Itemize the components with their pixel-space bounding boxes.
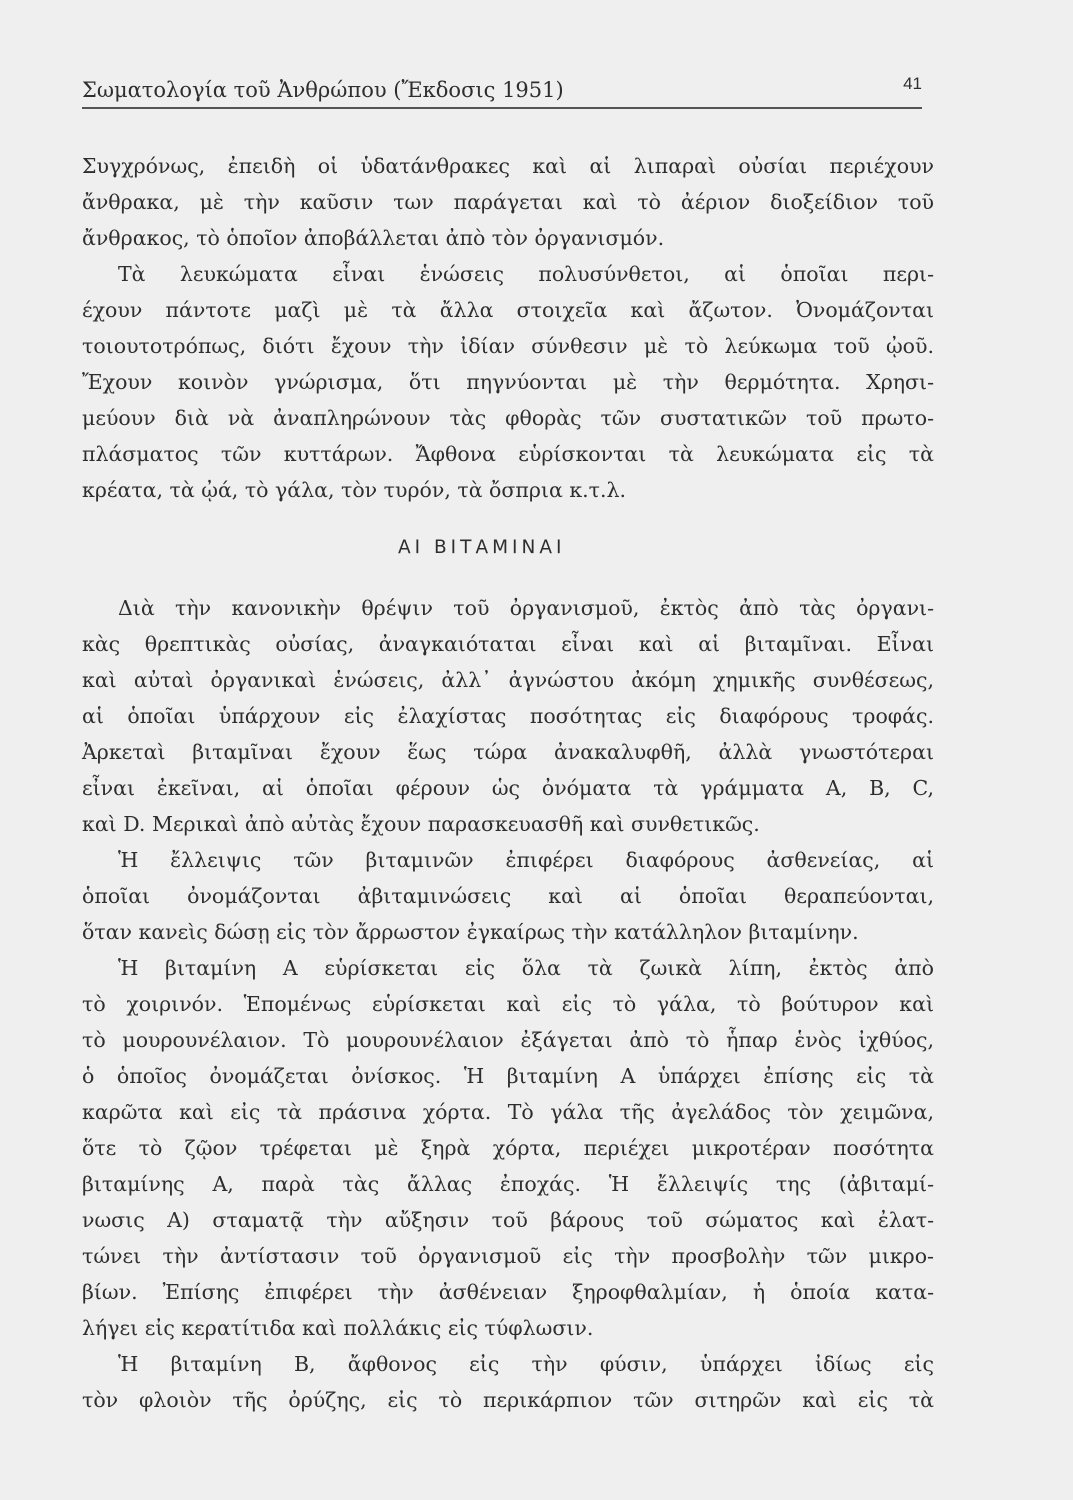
text-line: ὅτε τὸ ζῷον τρέφεται μὲ ξηρὰ χόρτα, περιέχει μικροτέραν ποσότητα — [82, 1136, 934, 1160]
header-rule — [82, 107, 922, 109]
text-line: τώνει τὴν ἀντίστασιν τοῦ ὀργανισμοῦ εἰς τὴν προσβολὴν τῶν μικρο- — [82, 1244, 934, 1268]
text-line: Ἡ βιταμίνη B, ἄφθονος εἰς τὴν φύσιν, ὑπάρχει ἰδίως εἰς — [118, 1352, 934, 1376]
text-line: βίων. Ἐπίσης ἐπιφέρει τὴν ἀσθένειαν ξηροφθαλμίαν, ἡ ὁποία κατα- — [82, 1280, 934, 1304]
text-line: καὶ D. Μερικαὶ ἀπὸ αὐτὰς ἔχουν παρασκευασθῆ καὶ συνθετικῶς. — [82, 812, 760, 836]
text-line: Τὰ λευκώματα εἶναι ἑνώσεις πολυσύνθετοι, αἱ ὁποῖαι περι- — [118, 262, 934, 286]
paragraph-combustion — [82, 148, 934, 256]
text-line: Ἔχουν κοινὸν γνώρισμα, ὅτι πηγνύονται μὲ τὴν θερμότητα. Χρησι- — [82, 370, 934, 394]
text-line: αἱ ὁποῖαι ὑπάρχουν εἰς ἐλαχίστας ποσότητας εἰς διαφόρους τροφάς. — [82, 704, 934, 728]
text-line: ὁ ὁποῖος ὀνομάζεται ὀνίσκος. Ἡ βιταμίνη A ὑπάρχει ἐπίσης εἰς τὰ — [82, 1064, 934, 1088]
text-line: Ἡ ἔλλειψις τῶν βιταμινῶν ἐπιφέρει διαφόρους ἀσθενείας, αἱ — [118, 848, 934, 872]
text-line: τὸν φλοιὸν τῆς ὀρύζης, εἰς τὸ περικάρπιον τῶν σιτηρῶν καὶ εἰς τὰ — [82, 1388, 934, 1412]
text-line: Ἡ βιταμίνη A εὑρίσκεται εἰς ὅλα τὰ ζωικὰ λίπη, ἐκτὸς ἀπὸ — [118, 956, 934, 980]
text-line: ὁποῖαι ὀνομάζονται ἀβιταμινώσεις καὶ αἱ ὁποῖαι θεραπεύονται, — [82, 884, 934, 908]
text-line: ἄνθρακα, μὲ τὴν καῦσιν των παράγεται καὶ τὸ ἀέριον διοξείδιον τοῦ — [82, 190, 934, 214]
text-line: τὸ μουρουνέλαιον. Τὸ μουρουνέλαιον ἐξάγεται ἀπὸ τὸ ἧπαρ ἑνὸς ἰχθύος, — [82, 1028, 934, 1052]
running-header — [82, 74, 922, 102]
paragraph-vitamins-intro — [82, 590, 934, 842]
paragraph-vitamin-b — [82, 1346, 934, 1418]
text-line: νωσις A) σταματᾷ τὴν αὔξησιν τοῦ βάρους τοῦ σώματος καὶ ἐλατ- — [82, 1208, 934, 1232]
text-line: κὰς θρεπτικὰς οὐσίας, ἀναγκαιόταται εἶναι καὶ αἱ βιταμῖναι. Εἶναι — [82, 632, 934, 656]
text-line: έχουν πάντοτε μαζὶ μὲ τὰ ἄλλα στοιχεῖα καὶ ἄζωτον. Ὀνομάζονται — [82, 298, 934, 322]
text-line: καὶ αὐταὶ ὀργανικαὶ ἑνώσεις, ἀλλ᾽ ἀγνώστου ἀκόμη χημικῆς συνθέσεως, — [82, 668, 934, 692]
text-line: βιταμίνης A, παρὰ τὰς ἄλλας ἐποχάς. Ἡ ἔλλειψίς της (ἀβιταμί- — [82, 1172, 934, 1196]
text-line: εἶναι ἐκεῖναι, αἱ ὁποῖαι φέρουν ὡς ὀνόματα τὰ γράμματα A, B, C, — [82, 776, 934, 800]
page-body — [82, 148, 934, 1418]
text-line: καρῶτα καὶ εἰς τὰ πράσινα χόρτα. Τὸ γάλα τῆς ἀγελάδος τὸν χειμῶνα, — [82, 1100, 934, 1124]
header-title: Σωματολογία τοῦ Ἀνθρώπου (Ἔκδοσις 1951) — [82, 78, 564, 102]
text-line: τοιουτοτρόπως, διότι ἔχουν τὴν ἰδίαν σύνθεσιν μὲ τὸ λεύκωμα τοῦ ᾠοῦ. — [82, 334, 934, 358]
text-line: Ἀρκεταὶ βιταμῖναι ἔχουν ἕως τώρα ἀνακαλυφθῆ, ἀλλὰ γνωστότεραι — [82, 740, 934, 764]
paragraph-avitaminosis — [82, 842, 934, 950]
text-line: λήγει εἰς κερατίτιδα καὶ πολλάκις εἰς τύφλωσιν. — [82, 1316, 594, 1340]
paragraph-proteins — [82, 256, 934, 508]
section-title-vitamins: ΑΙ ΒΙΤΑΜΙΝΑΙ — [398, 537, 566, 558]
text-line: Συγχρόνως, ἐπειδὴ οἱ ὑδατάνθρακες καὶ αἱ λιπαραὶ οὐσίαι περιέχουν — [82, 154, 934, 178]
text-line: πλάσματος τῶν κυττάρων. Ἄφθονα εὑρίσκονται τὰ λευκώματα εἰς τὰ — [82, 442, 934, 466]
text-line: ἄνθρακος, τὸ ὁποῖον ἀποβάλλεται ἀπὸ τὸν ὀργανισμόν. — [82, 226, 665, 250]
text-line: κρέατα, τὰ ᾠά, τὸ γάλα, τὸν τυρόν, τὰ ὄσπρια κ.τ.λ. — [82, 478, 627, 502]
page-number: 41 — [903, 74, 922, 93]
paragraph-vitamin-a — [82, 950, 934, 1346]
text-line: ὅταν κανεὶς δώσῃ εἰς τὸν ἄρρωστον ἐγκαίρως τὴν κατάλληλον βιταμίνην. — [82, 920, 859, 944]
text-line: Διὰ τὴν κανονικὴν θρέψιν τοῦ ὀργανισμοῦ, ἐκτὸς ἀπὸ τὰς ὀργανι- — [118, 596, 934, 620]
text-line: τὸ χοιρινόν. Ἑπομένως εὑρίσκεται καὶ εἰς τὸ γάλα, τὸ βούτυρον καὶ — [82, 992, 934, 1016]
text-line: μεύουν διὰ νὰ ἀναπληρώνουν τὰς φθορὰς τῶν συστατικῶν τοῦ πρωτο- — [82, 406, 934, 430]
